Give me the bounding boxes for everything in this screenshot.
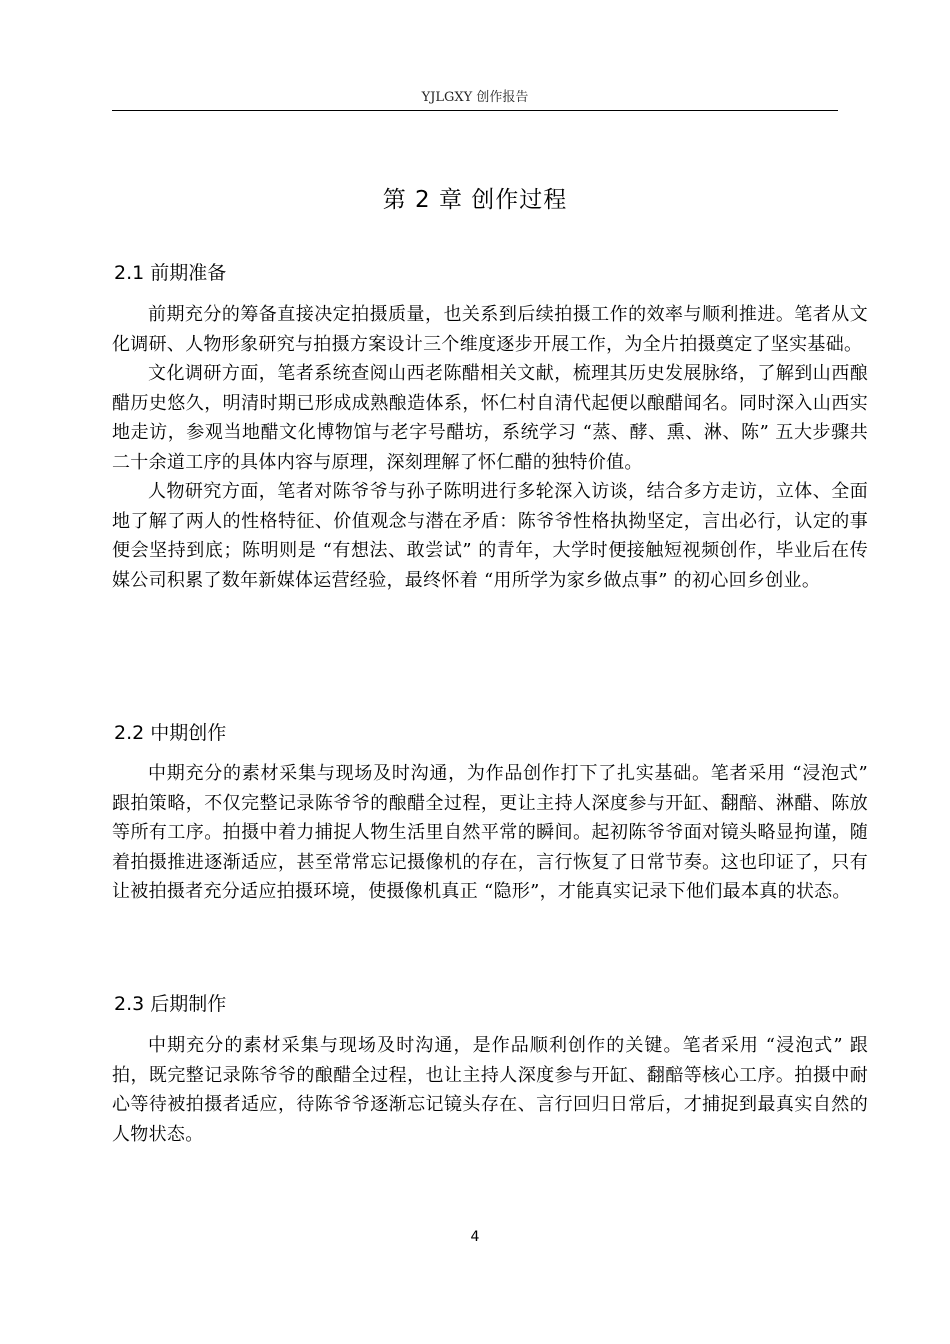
paragraph: 中期充分的素材采集与现场及时沟通，是作品顺利创作的关键。笔者采用 “浸泡式” 跟拍，既完整记录陈爷爷的酿醋全过程，也让主持人深度参与开缸、翻醅等核心工序。拍摄中耐心等待被拍摄者适应，待陈爷爷逐渐忘记镜头存在、言行回归日常后，才捕捉到最真实自然的人物状态。 bbox=[112, 1035, 868, 1145]
section-body-2-1 bbox=[112, 300, 868, 595]
header-rule bbox=[112, 110, 838, 111]
paragraph: 文化调研方面，笔者系统查阅山西老陈醋相关文献，梳理其历史发展脉络，了解到山西酿醋历史悠久，明清时期已形成成熟酿造体系，怀仁村自清代起便以酿醋闻名。同时深入山西实地走访，参观当地醋文化博物馆与老字号醋坊，系统学习 “蒸、酵、熏、淋、陈” 五大步骤共二十余道工序的具体内容与原理，深刻理解了怀仁醋的独特价值。 bbox=[112, 363, 868, 473]
page-number: 4 bbox=[470, 1229, 480, 1245]
section-heading-2-3: 2.3 后期制作 bbox=[114, 993, 227, 1015]
paragraph: 中期充分的素材采集与现场及时沟通，为作品创作打下了扎实基础。笔者采用 “浸泡式” 跟拍策略，不仅完整记录陈爷爷的酿醋全过程，更让主持人深度参与开缸、翻醅、淋醋、陈放等所有工序。拍摄中着力捕捉人物生活里自然平常的瞬间。起初陈爷爷面对镜头略显拘谨，随着拍摄推进逐渐适应，甚至常常忘记摄像机的存在，言行恢复了日常节奏。这也印证了，只有让被拍摄者充分适应拍摄环境，使摄像机真正 “隐形”，才能真实记录下他们最本真的状态。 bbox=[112, 763, 868, 902]
section-heading-2-2: 2.2 中期创作 bbox=[114, 722, 227, 744]
section-heading-2-1: 2.1 前期准备 bbox=[114, 262, 227, 284]
section-body-2-3 bbox=[112, 1031, 868, 1149]
running-header: YJLGXY 创作报告 bbox=[421, 90, 529, 105]
paragraph: 人物研究方面，笔者对陈爷爷与孙子陈明进行多轮深入访谈，结合多方走访，立体、全面地了解了两人的性格特征、价值观念与潜在矛盾：陈爷爷性格执拗坚定，言出必行，认定的事便会坚持到底；陈明则是 “有想法、敢尝试” 的青年，大学时便接触短视频创作，毕业后在传媒公司积累了数年新媒体运营经验，最终怀着 “用所学为家乡做点事” 的初心回乡创业。 bbox=[112, 481, 868, 591]
section-body-2-2 bbox=[112, 759, 868, 907]
paragraph: 前期充分的筹备直接决定拍摄质量，也关系到后续拍摄工作的效率与顺利推进。笔者从文化调研、人物形象研究与拍摄方案设计三个维度逐步开展工作，为全片拍摄奠定了坚实基础。 bbox=[112, 304, 868, 355]
chapter-title: 第 2 章 创作过程 bbox=[382, 187, 568, 213]
